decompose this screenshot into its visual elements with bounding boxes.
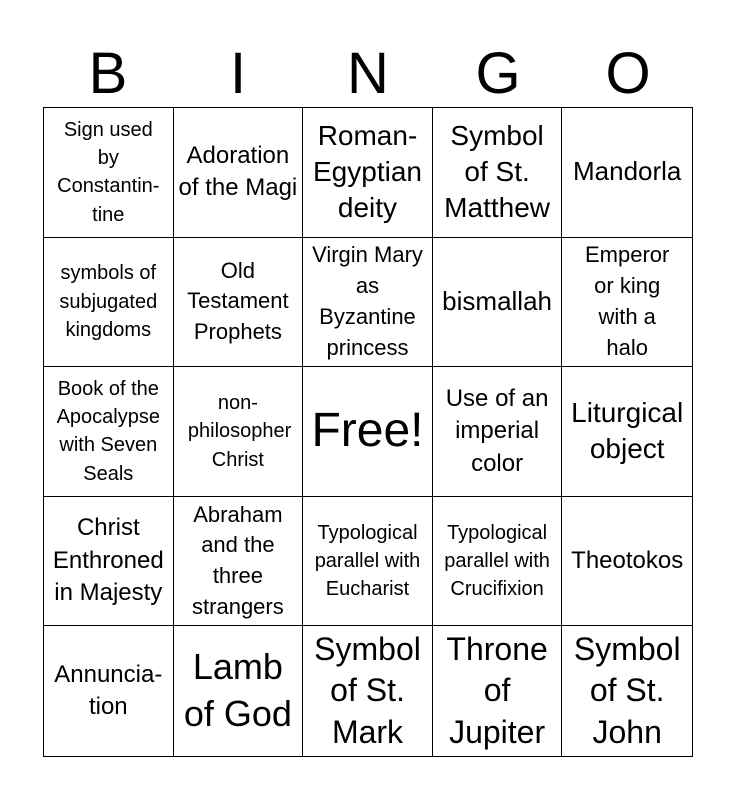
bingo-cell-r1c5[interactable] [562,108,692,238]
bingo-cell-r4c4[interactable] [433,497,563,627]
bingo-cell-r5c1[interactable] [44,626,174,756]
bingo-cell-text: Emperor or king with a halo [585,242,670,360]
bingo-cell-r2c1[interactable] [44,238,174,368]
bingo-cell-text: Liturgical object [571,397,684,465]
bingo-cell-r2c2[interactable] [174,238,304,368]
bingo-cell-text: Virgin Mary as Byzantine princess [312,242,423,360]
bingo-cell-text: Roman-Egyptian deity [313,119,422,224]
bingo-cell-text: Symbol of St. Mark [314,630,421,750]
bingo-cell-r2c4[interactable] [433,238,563,368]
free-space-text: Free! [311,404,424,458]
bingo-cell-r2c3[interactable] [303,238,433,368]
bingo-cell-r1c1[interactable] [44,108,174,238]
bingo-cell-text: Old Testament Prophets [187,257,289,345]
bingo-cell-text: Book of the Apocalypse with Seven Seals [56,377,160,485]
bingo-cell-r5c5[interactable] [562,626,692,756]
header-letter-n: N [347,41,389,106]
bingo-header [43,40,693,108]
bingo-cell-text: bismallah [442,285,552,316]
bingo-cell-r3c5[interactable] [562,367,692,497]
bingo-cell-text: Sign used by Constantin-tine [57,118,160,226]
bingo-cell-text: Adoration of the Magi [178,141,298,202]
bingo-cell-r5c4[interactable] [433,626,563,756]
bingo-cell-text: Symbol of St. John [573,630,681,750]
bingo-cell-r3c3[interactable] [303,367,433,497]
bingo-cell-text: Typological parallel with Eucharist [314,521,421,601]
bingo-cell-r4c1[interactable] [44,497,174,627]
bingo-cell-r1c4[interactable] [433,108,563,238]
bingo-cell-text: Abraham and the three strangers [192,501,284,619]
bingo-cell-r3c2[interactable] [174,367,304,497]
bingo-cell-r4c5[interactable] [562,497,692,627]
bingo-cell-text: Typological parallel with Crucifixion [444,521,550,601]
bingo-cell-text: Theotokos [571,546,684,574]
header-letter-b: B [88,41,128,106]
bingo-cell-r5c3[interactable] [303,626,433,756]
bingo-cell-r1c2[interactable] [174,108,304,238]
bingo-cell-text: symbols of subjugated kingdoms [59,262,158,342]
header-letter-o: O [605,41,651,106]
bingo-cell-text: Annuncia-tion [54,660,163,721]
bingo-cell-r3c1[interactable] [44,367,174,497]
bingo-cell-text: Symbol of St. Matthew [444,119,550,224]
bingo-cell-text: non-philosopher Christ [187,391,292,471]
bingo-board [43,107,693,757]
bingo-cell-text: Use of an imperial color [445,384,549,477]
bingo-cell-r1c3[interactable] [303,108,433,238]
bingo-cell-r4c2[interactable] [174,497,304,627]
bingo-cell-r2c5[interactable] [562,238,692,368]
bingo-cell-text: Mandorla [572,156,682,187]
bingo-cell-r4c3[interactable] [303,497,433,627]
header-letter-g: G [475,41,521,106]
bingo-cell-r3c4[interactable] [433,367,563,497]
header-letter-i: I [229,41,247,106]
bingo-cell-text: Throne of Jupiter [446,630,548,750]
bingo-cell-text: Lamb of God [183,646,292,735]
bingo-cell-text: Christ Enthroned in Majesty [52,514,164,607]
bingo-cell-r5c2[interactable] [174,626,304,756]
